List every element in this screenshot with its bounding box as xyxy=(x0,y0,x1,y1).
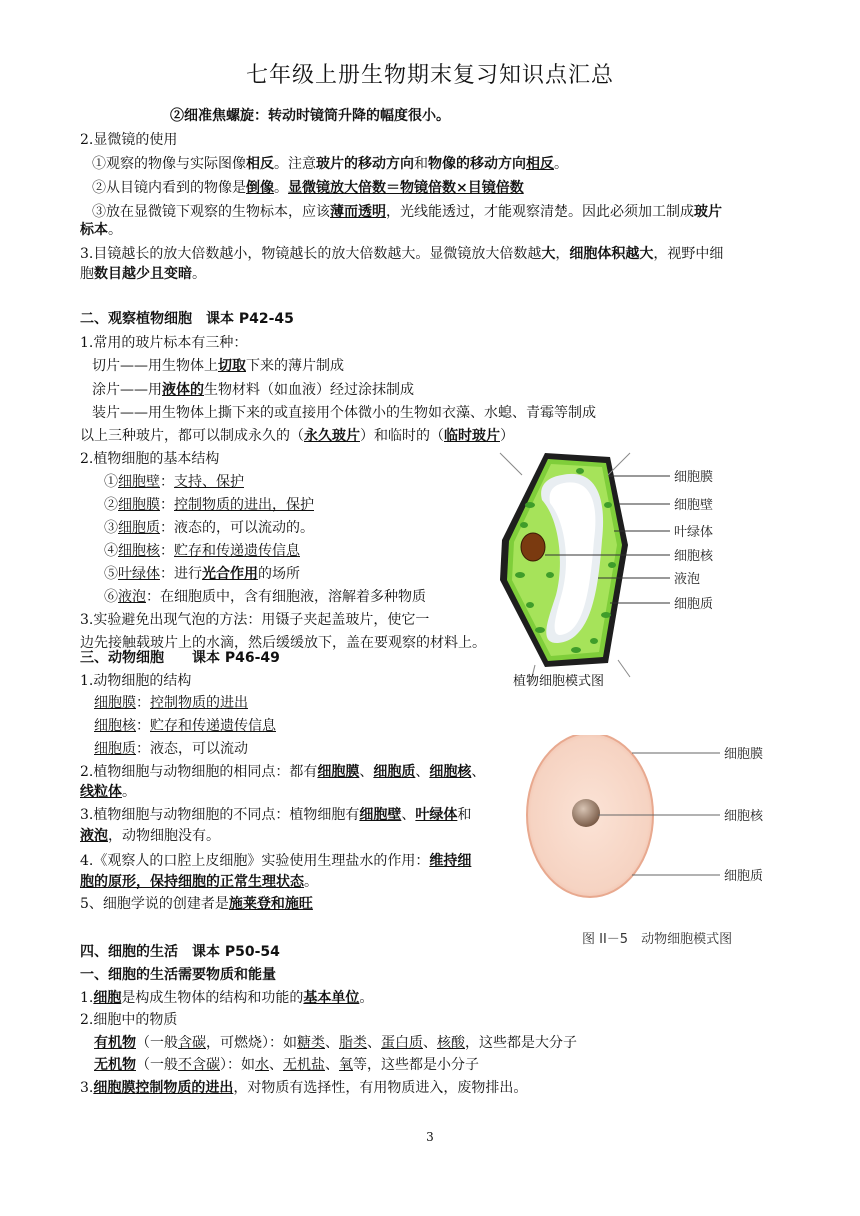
plant-label-wall: 细胞壁 xyxy=(674,498,714,513)
plant-label-chloroplast: 叶绿体 xyxy=(674,525,714,540)
cell-basic-unit-line: 1.细胞是构成生物体的结构和功能的基本单位。 xyxy=(80,990,374,1006)
microscope-point-3-cont: 标本。 xyxy=(80,222,122,238)
plant-cell-nucleus xyxy=(521,533,545,561)
cell-theory-line: 5、细胞学说的创建者是施莱登和施旺 xyxy=(80,896,313,912)
bubble-method-line-2: 边先接触载玻片上的水滴，然后缓缓放下，盖在要观察的材料上。 xyxy=(80,635,486,651)
inorganic-matter-line: 无机物（一般不含碳）：如水、无机盐、氧等，这些都是小分子 xyxy=(94,1057,479,1073)
plant-structure-vacuole: ⑥液泡：在细胞质中，含有细胞液，溶解着多种物质 xyxy=(104,589,426,605)
saline-line-2: 胞的原形，保持细胞的正常生理状态。 xyxy=(80,874,318,890)
plant-structure-wall: ①细胞壁：支持、保护 xyxy=(104,474,244,490)
diff-points-line-1: 3.植物细胞与动物细胞的不同点：植物细胞有细胞壁、叶绿体和 xyxy=(80,807,472,823)
saline-line-1: 4.《观察人的口腔上皮细胞》实验使用生理盐水的作用：维持细 xyxy=(80,853,472,869)
microscope-use-heading: 2.显微镜的使用 xyxy=(80,132,178,148)
plant-label-membrane: 细胞膜 xyxy=(674,470,714,485)
animal-label-membrane: 细胞膜 xyxy=(724,747,764,762)
fine-focus-line: ②细准焦螺旋：转动时镜筒升降的幅度很小。 xyxy=(170,108,450,124)
microscope-point-1: ①观察的物像与实际图像相反。注意玻片的移动方向和物像的移动方向相反。 xyxy=(92,156,568,172)
animal-structure-cytoplasm: 细胞质：液态，可以流动 xyxy=(94,741,248,757)
plant-figure-caption: 植物细胞模式图 xyxy=(513,674,605,689)
slides-intro: 1.常用的玻片标本有三种： xyxy=(80,335,248,351)
slides-permanent-temporary: 以上三种玻片，都可以制成永久的（永久玻片）和临时的（临时玻片） xyxy=(80,428,514,444)
bubble-method-line-1: 3.实验避免出现气泡的方法：用镊子夹起盖玻片，使它一 xyxy=(80,612,430,628)
plant-structure-cytoplasm: ③细胞质：液态的，可以流动的。 xyxy=(104,520,314,536)
animal-label-nucleus: 细胞核 xyxy=(724,809,764,824)
slide-type-mount: 装片——用生物体上撕下来的或直接用个体微小的生物如衣藻、水螅、青霉等制成 xyxy=(92,405,596,421)
animal-cell-nucleus xyxy=(572,799,600,827)
animal-structure-nucleus: 细胞核：贮存和传递遗传信息 xyxy=(94,718,276,734)
page-number: 3 xyxy=(426,1130,434,1144)
slide-type-smear: 涂片——用液体的生物材料（如血液）经过涂抹制成 xyxy=(92,382,414,398)
microscope-point-4: 3.目镜越长的放大倍数越小，物镜越长的放大倍数越大。显微镜放大倍数越大，细胞体积越大，视野中细 xyxy=(80,246,724,262)
plant-label-cytoplasm: 细胞质 xyxy=(674,597,714,612)
cell-substances-heading: 2.细胞中的物质 xyxy=(80,1012,178,1028)
animal-label-cytoplasm: 细胞质 xyxy=(724,869,764,884)
animal-cell-heading: 三、动物细胞 课本 P46-49 xyxy=(80,650,280,666)
page-title: 七年级上册生物期末复习知识点汇总 xyxy=(245,63,614,88)
cell-life-heading: 四、细胞的生活 课本 P50-54 xyxy=(80,944,280,960)
plant-label-vacuole: 液泡 xyxy=(674,572,701,587)
microscope-point-3: ③放在显微镜下观察的生物标本，应该薄而透明，光线能透过，才能观察清楚。因此必须加工制成玻片 xyxy=(92,204,722,220)
organic-matter-line: 有机物（一般含碳，可燃烧）：如糖类、脂类、蛋白质、核酸，这些都是大分子 xyxy=(94,1035,577,1051)
microscope-point-4-cont: 胞数目越少且变暗。 xyxy=(80,266,206,282)
plant-structure-membrane: ②细胞膜：控制物质的进出，保护 xyxy=(104,497,314,513)
membrane-control-line: 3.细胞膜控制物质的进出，对物质有选择性，有用物质进入，废物排出。 xyxy=(80,1080,528,1096)
plant-structure-heading: 2.植物细胞的基本结构 xyxy=(80,451,220,467)
slide-type-slice: 切片——用生物体上切取下来的薄片制成 xyxy=(92,358,344,374)
same-points-line-1: 2.植物细胞与动物细胞的相同点：都有细胞膜、细胞质、细胞核、 xyxy=(80,764,486,780)
animal-figure-caption: 图 II－5 动物细胞模式图 xyxy=(582,932,733,947)
plant-cell-figure xyxy=(490,445,790,690)
microscope-point-2: ②从目镜内看到的物像是倒像。显微镜放大倍数＝物镜倍数×目镜倍数 xyxy=(92,180,524,196)
plant-cell-heading: 二、观察植物细胞 课本 P42-45 xyxy=(80,311,294,327)
diff-points-line-2: 液泡，动物细胞没有。 xyxy=(80,828,220,844)
plant-label-nucleus: 细胞核 xyxy=(674,549,714,564)
animal-structure-heading: 1.动物细胞的结构 xyxy=(80,673,192,689)
plant-structure-chloroplast: ⑤叶绿体：进行光合作用的场所 xyxy=(104,566,300,582)
plant-structure-nucleus: ④细胞核：贮存和传递遗传信息 xyxy=(104,543,300,559)
same-points-line-2: 线粒体。 xyxy=(80,784,136,800)
animal-structure-membrane: 细胞膜：控制物质的进出 xyxy=(94,695,248,711)
cell-life-subheading: 一、细胞的生活需要物质和能量 xyxy=(80,967,276,983)
animal-cell-figure xyxy=(520,735,790,950)
